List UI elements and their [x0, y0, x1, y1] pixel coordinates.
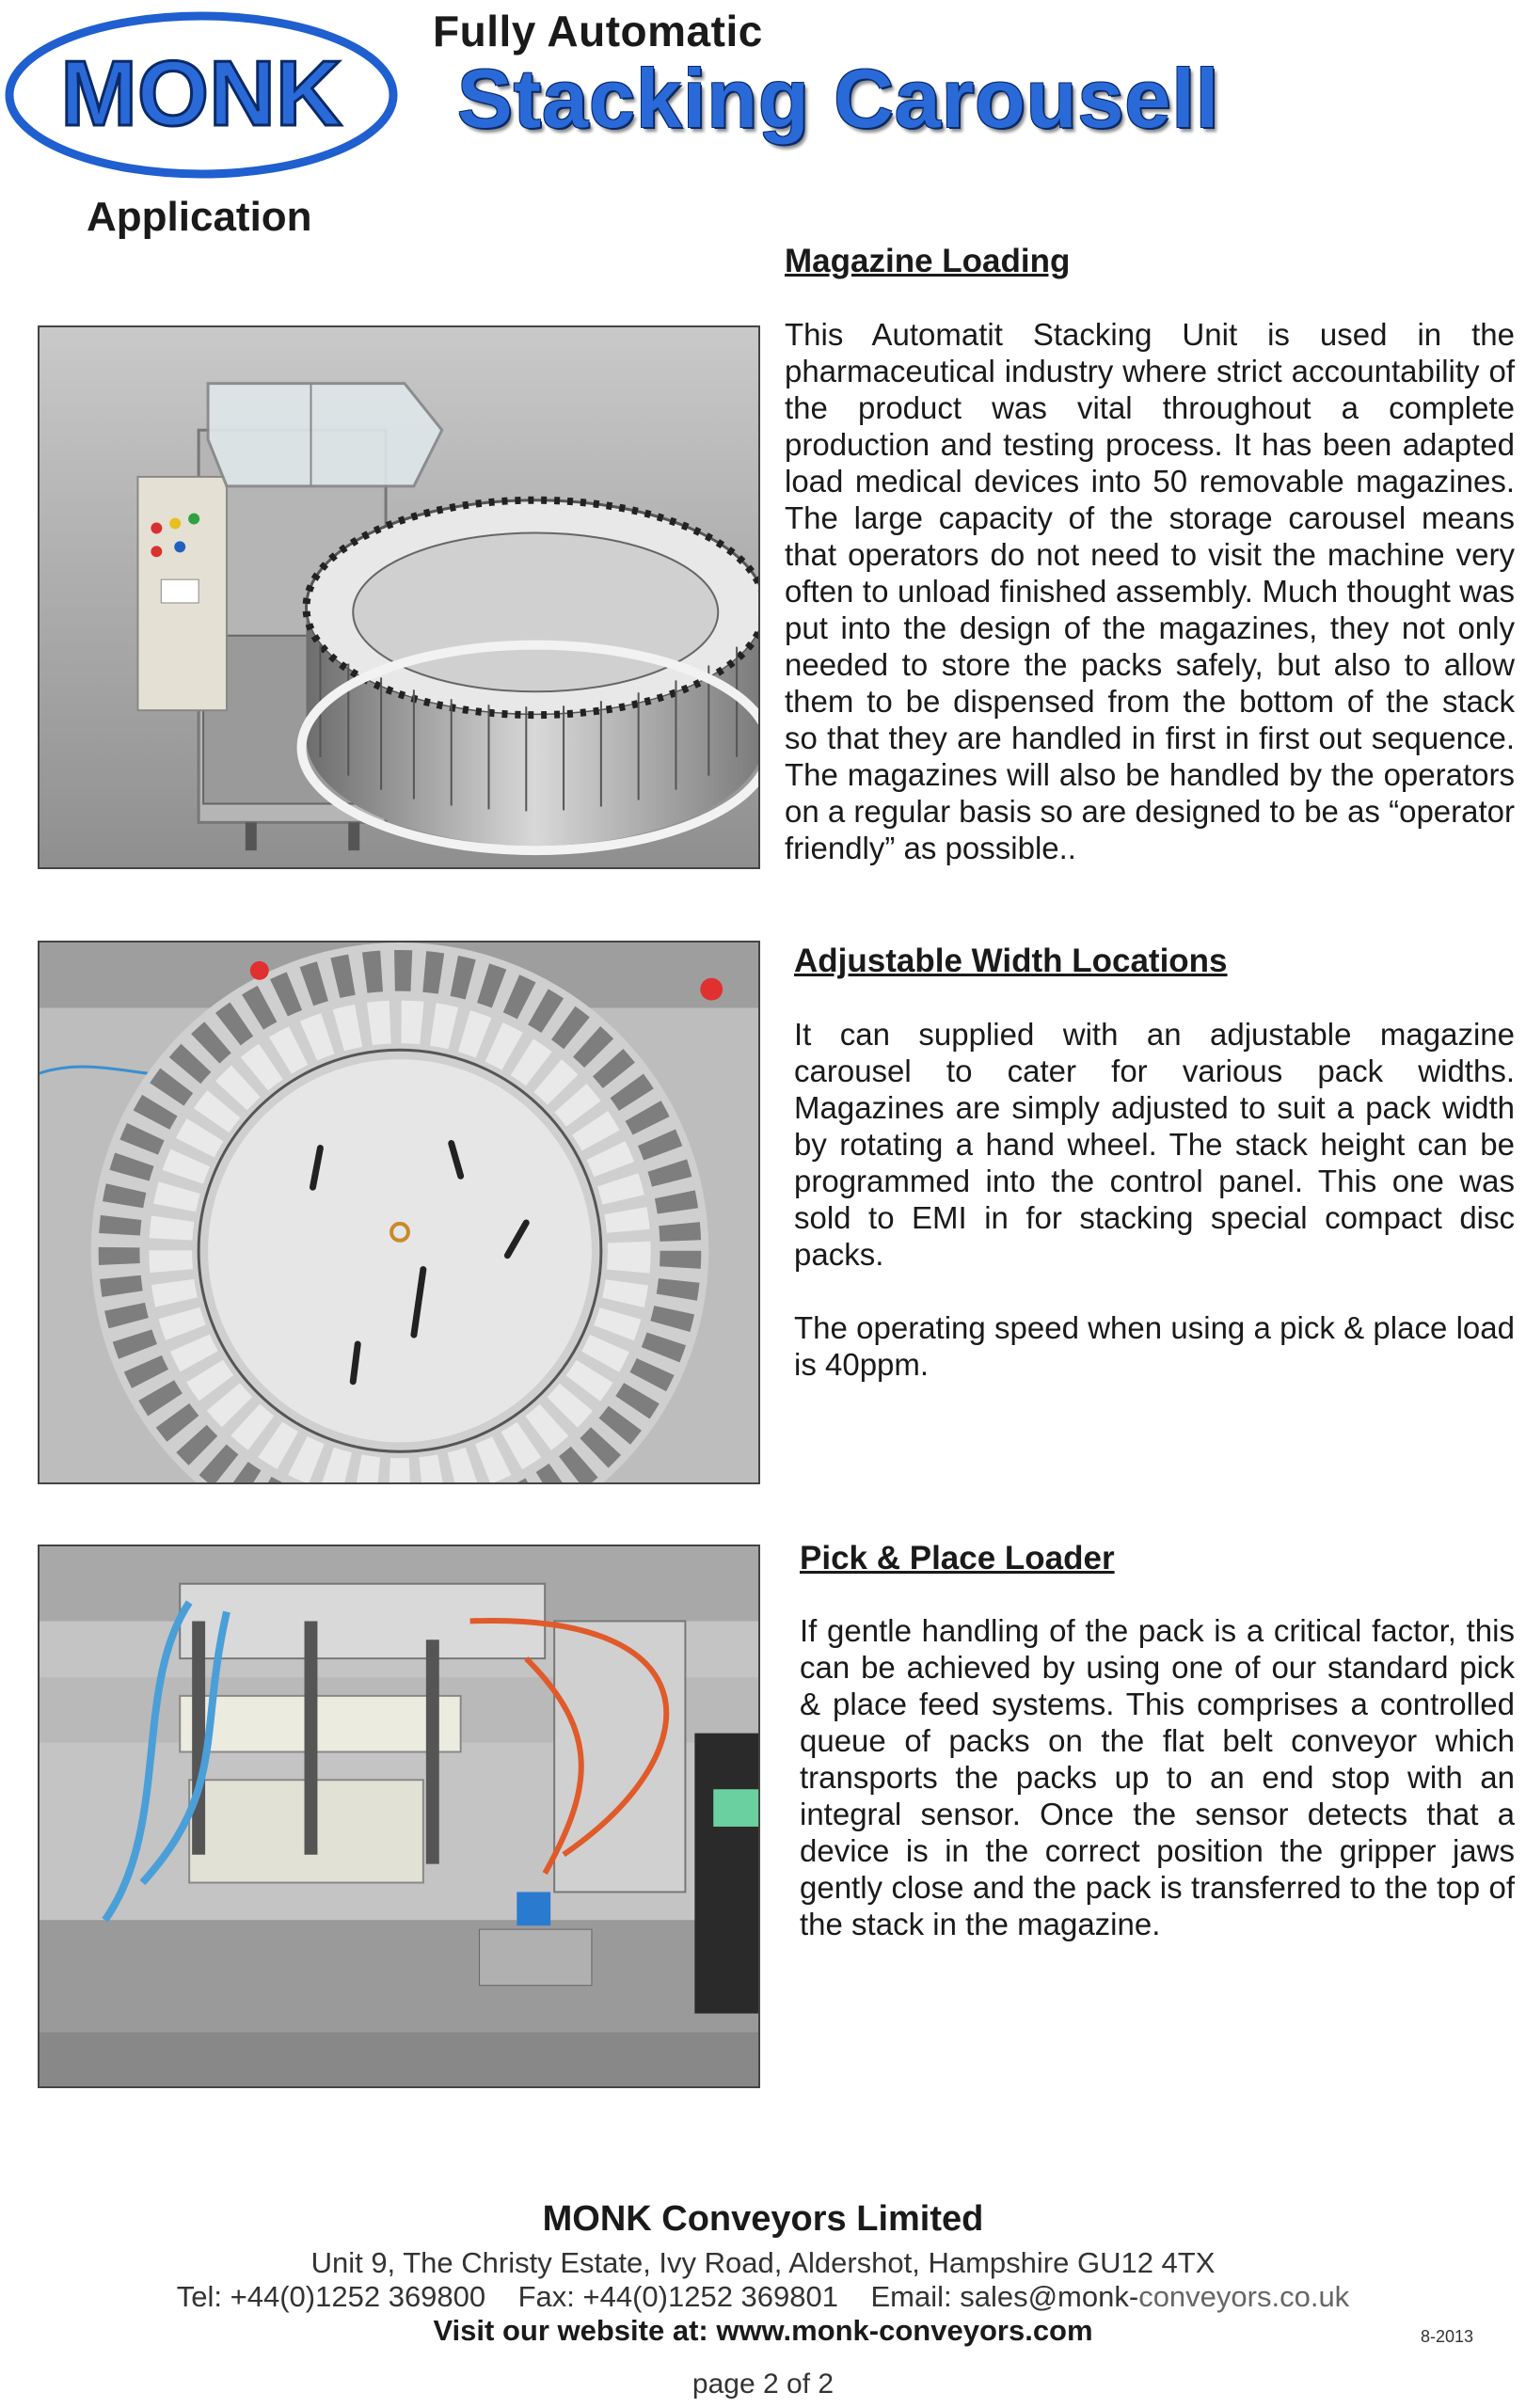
section-heading-magazine-loading: Magazine Loading — [785, 243, 1071, 279]
footer-email-prefix[interactable]: Email: sales@monk- — [870, 2280, 1139, 2313]
photo-adjustable-carousel — [38, 941, 760, 1484]
page-number: page 2 of 2 — [691, 2368, 835, 2400]
footer-website[interactable]: Visit our website at: www.monk-conveyors.com — [433, 2314, 1093, 2347]
footer-company-name: MONK Conveyors Limited — [542, 2199, 984, 2239]
application-label: Application — [87, 194, 312, 240]
section-text-magazine-loading: This Automatit Stacking Unit is used in the pharmaceutical industry where strict accountability of the product was vital throughout a complete production and testing process. It has been adapted load medical devices into 50 removable magazines. The large capacity of the storage carousel means that operators do not need to visit the machine very often to unload finished assembly. Much thought was put into the design of the magazines, they not only needed to store the packs safely, but also to allow them to be dispensed from the bottom of the stack so that they are handled in first in first out sequence. The magazines will also be handled by the operators on a regular basis so are designed to be as “operator friendly” as possible.. — [785, 317, 1515, 865]
carousel-topview-icon — [40, 943, 758, 1482]
pick-place-photo-icon — [40, 1546, 758, 2086]
section-text-operating-speed: The operating speed when using a pick & place load is 40ppm. — [794, 1310, 1515, 1382]
logo-text: MONK — [60, 41, 342, 145]
page-subtitle: Fully Automatic — [433, 7, 763, 55]
footer-tel: Tel: +44(0)1252 369800 — [176, 2280, 486, 2313]
footer-fax: Fax: +44(0)1252 369801 — [517, 2280, 839, 2313]
photo-stacking-unit — [38, 325, 760, 869]
page-title: Stacking Carousell — [457, 52, 1220, 145]
section-heading-pick-place: Pick & Place Loader — [800, 1540, 1115, 1576]
monk-logo — [2, 8, 401, 182]
footer-address: Unit 9, The Christy Estate, Ivy Road, Aldershot, Hampshire GU12 4TX — [310, 2246, 1216, 2279]
section-heading-adjustable-width: Adjustable Width Locations — [794, 943, 1228, 979]
footer-contact — [0, 2280, 1526, 2314]
footer-date-code: 8-2013 — [1421, 2327, 1474, 2346]
footer-email-suffix[interactable]: conveyors.co.uk — [1138, 2280, 1350, 2313]
section-text-pick-place: If gentle handling of the pack is a critical factor, this can be achieved by using one of our standard pick & place feed systems. This comprises a controlled queue of packs on the flat belt conveyor which transports the packs up to an end stop with an integral sensor. Once the sensor detects that a device is in the correct position the gripper jaws gently close and the pack is transferred to the top of the stack in the magazine. — [800, 1613, 1515, 1941]
logo-ellipse-icon — [2, 8, 401, 182]
section-text-adjustable-width: It can supplied with an adjustable magazine carousel to cater for various pack widths. Magazines are simply adjusted to suit a pack width by rotating a hand wheel. The stack height can be programmed into the control panel. This one was sold to EMI in for stacking special compact disc packs. — [794, 1017, 1515, 1272]
photo-pick-place-loader — [38, 1545, 760, 2088]
machine-photo-icon — [40, 327, 758, 867]
